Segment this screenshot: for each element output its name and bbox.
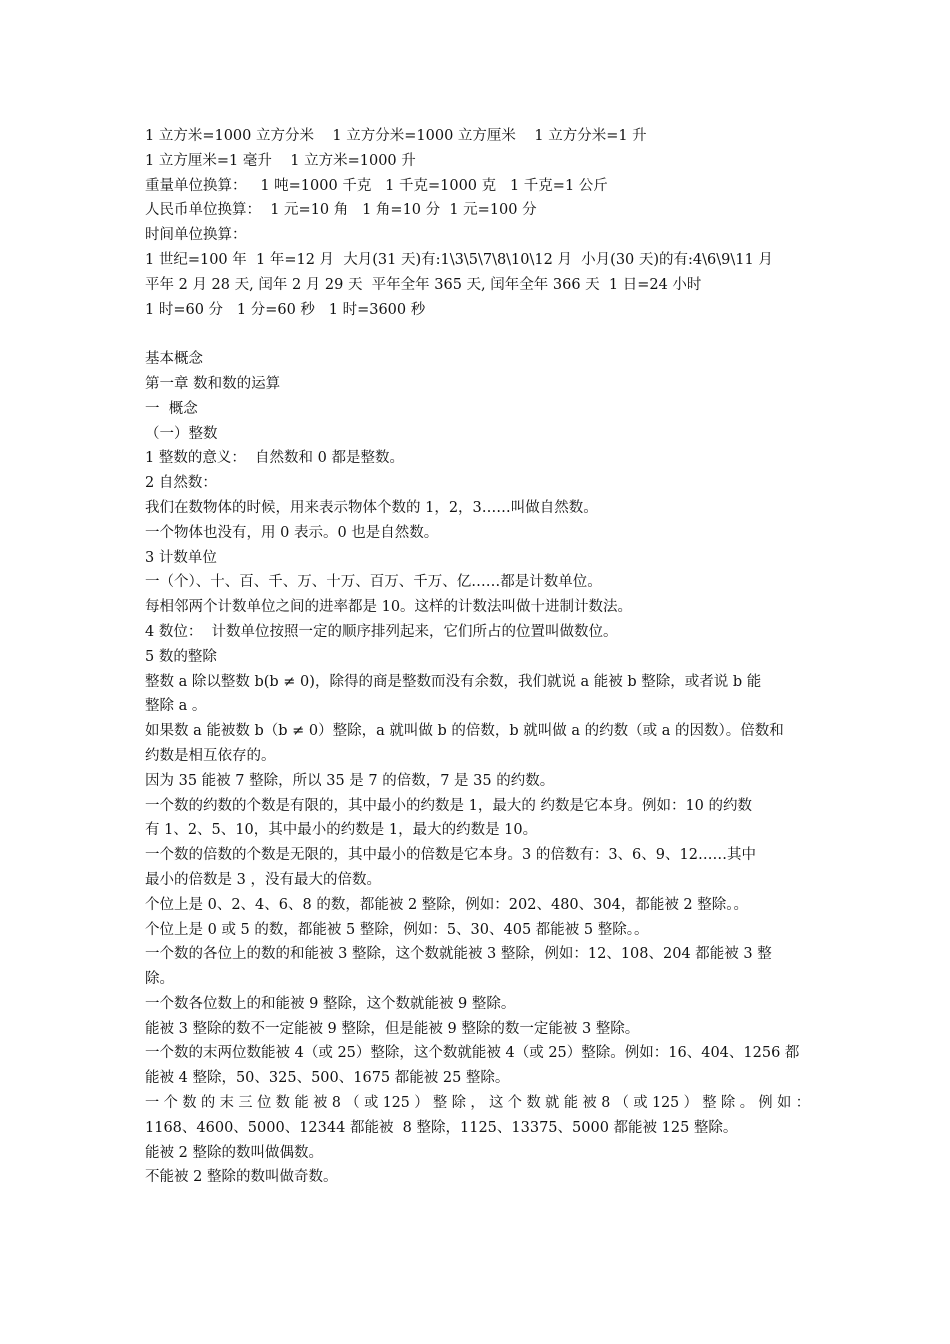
text-line: 一个物体也没有，用 0 表示。0 也是自然数。 xyxy=(145,524,439,541)
document-body xyxy=(145,124,810,1190)
spacer xyxy=(145,322,810,347)
text-line: 2 自然数： xyxy=(145,475,217,492)
time-units-line-2: 平年 2 月 28 天, 闰年 2 月 29 天 平年全年 365 天, 闰年全年 366 天 1 日=24 小时 xyxy=(145,276,702,293)
paragraph-line: 能被 2 整除的数叫做偶数。 xyxy=(145,1144,323,1161)
time-units-line-3: 1 时=60 分 1 分=60 秒 1 时=3600 秒 xyxy=(145,301,426,318)
text-line: 1 整数的意义： 自然数和 0 都是整数。 xyxy=(145,450,404,467)
paragraph-line: 因为 35 能被 7 整除，所以 35 是 7 的倍数，7 是 35 的约数。 xyxy=(145,772,555,789)
paragraph-line: 如果数 a 能被数 b（b ≠ 0）整除，a 就叫做 b 的倍数，b 就叫做 a 的约数（或 a 的因数）。倍数和 xyxy=(145,723,784,740)
paragraph-line: 除。 xyxy=(145,971,174,988)
paragraph-line: 有 1、2、5、10，其中最小的约数是 1，最大的约数是 10。 xyxy=(145,822,538,839)
currency-units-line: 人民币单位换算： 1 元=10 角 1 角=10 分 1 元=100 分 xyxy=(145,202,537,219)
paragraph xyxy=(145,1091,810,1141)
paragraph xyxy=(145,893,810,918)
paragraph xyxy=(145,719,810,769)
paragraph xyxy=(145,1041,810,1091)
text-line: 4 数位： 计数单位按照一定的顺序排列起来，它们所占的位置叫做数位。 xyxy=(145,623,618,640)
part-title: 一 概念 xyxy=(145,400,198,417)
text-line: 我们在数物体的时候，用来表示物体个数的 1，2，3……叫做自然数。 xyxy=(145,499,598,516)
paragraph xyxy=(145,1017,810,1042)
paragraph xyxy=(145,769,810,794)
paragraph-line: 个位上是 0、2、4、6、8 的数，都能被 2 整除，例如：202、480、304，都能被 2 整除。。 xyxy=(145,896,749,913)
paragraph xyxy=(145,992,810,1017)
volume-units-line-2: 1 立方厘米=1 毫升 1 立方米=1000 升 xyxy=(145,152,416,169)
section-title: 基本概念 xyxy=(145,351,203,368)
paragraph-line: 整数 a 除以整数 b(b ≠ 0)，除得的商是整数而没有余数，我们就说 a 能被 b 整除，或者说 b 能 xyxy=(145,673,762,690)
paragraph-line: 整除 a 。 xyxy=(145,698,207,715)
text-line: 一（个）、十、百、千、万、十万、百万、千万、亿……都是计数单位。 xyxy=(145,574,602,591)
paragraph-line: 1168、4600、5000、12344 都能被 8 整除，1125、13375、5000 都能被 125 整除。 xyxy=(145,1119,738,1136)
paragraph-line: 一个数的末两位数能被 4（或 25）整除，这个数就能被 4（或 25）整除。例如：16、404、1256 都 xyxy=(145,1045,800,1062)
paragraph xyxy=(145,843,810,893)
paragraph xyxy=(145,942,810,992)
paragraph xyxy=(145,1141,810,1166)
volume-units-line: 1 立方米=1000 立方分米 1 立方分米=1000 立方厘米 1 立方分米=1 升 xyxy=(145,128,647,144)
paragraph-line: 最小的倍数是 3 ，没有最大的倍数。 xyxy=(145,871,381,888)
chapter-title: 第一章 数和数的运算 xyxy=(145,375,281,392)
paragraph-line: 一 个 数 的 末 三 位 数 能 被 8 （ 或 125 ） 整 除 ， 这 个 数 就 能 被 8 （ 或 125 ） 整 除 。 例 如 ： xyxy=(145,1095,810,1112)
paragraph xyxy=(145,1165,810,1190)
paragraph xyxy=(145,670,810,720)
paragraph xyxy=(145,794,810,844)
paragraph-line: 能被 3 整除的数不一定能被 9 整除，但是能被 9 整除的数一定能被 3 整除。 xyxy=(145,1020,640,1037)
text-line: 3 计数单位 xyxy=(145,549,217,566)
paragraph-line: 个位上是 0 或 5 的数，都能被 5 整除，例如：5、30、405 都能被 5 整除。。 xyxy=(145,921,649,938)
paragraph-line: 一个数的约数的个数是有限的，其中最小的约数是 1，最大的 约数是它本身。例如：10 的约数 xyxy=(145,797,752,814)
paragraph-line: 一个数各位数上的和能被 9 整除，这个数就能被 9 整除。 xyxy=(145,995,516,1012)
paragraph-line: 约数是相互依存的。 xyxy=(145,747,276,764)
time-units-heading: 时间单位换算： xyxy=(145,227,247,244)
text-line: 每相邻两个计数单位之间的进率都是 10。这样的计数法叫做十进制计数法。 xyxy=(145,599,633,616)
weight-units-line: 重量单位换算： 1 吨=1000 千克 1 千克=1000 克 1 千克=1 公斤 xyxy=(145,177,608,194)
paragraph-line: 一个数的倍数的个数是无限的，其中最小的倍数是它本身。3 的倍数有：3、6、9、12……其中 xyxy=(145,847,756,864)
paragraph-line: 能被 4 整除，50、325、500、1675 都能被 25 整除。 xyxy=(145,1070,510,1087)
subsection-title: （一）整数 xyxy=(145,425,218,442)
text-line: 5 数的整除 xyxy=(145,648,217,665)
paragraph-line: 不能被 2 整除的数叫做奇数。 xyxy=(145,1169,338,1186)
time-units-line-1: 1 世纪=100 年 1 年=12 月 大月(31 天)有:1\3\5\7\8\10\12 月 小月(30 天)的有:4\6\9\11 月 xyxy=(145,251,773,268)
paragraph-line: 一个数的各位上的数的和能被 3 整除，这个数就能被 3 整除，例如：12、108、204 都能被 3 整 xyxy=(145,946,772,963)
paragraph xyxy=(145,918,810,943)
